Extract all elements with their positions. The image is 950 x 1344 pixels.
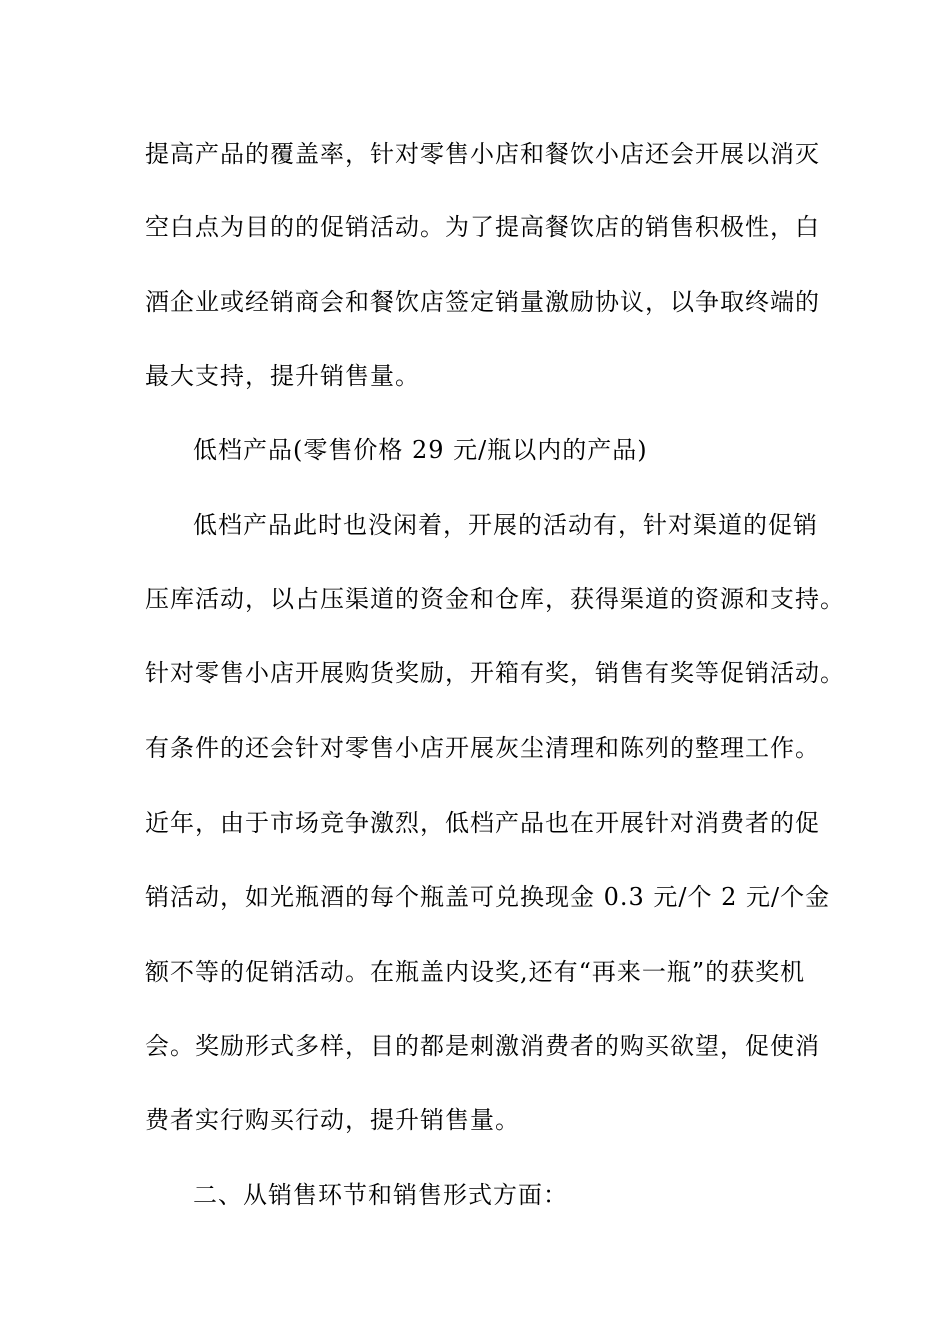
body-text-line: 有条件的还会针对零售小店开展灰尘清理和陈列的整理工作。	[145, 734, 820, 762]
body-text-line: 酒企业或经销商会和餐饮店签定销量激励协议，以争取终端的	[145, 288, 820, 316]
section-heading-low-end-products: 低档产品(零售价格 29 元/瓶以内的产品)	[193, 436, 648, 464]
body-text-line: 压库活动，以占压渠道的资金和仓库，获得渠道的资源和支持。	[145, 585, 845, 613]
body-text-line: 空白点为目的的促销活动。为了提高餐饮店的销售积极性，白	[145, 213, 820, 241]
body-text-line: 最大支持，提升销售量。	[145, 362, 420, 390]
section-heading-sales-channels: 二、从销售环节和销售形式方面：	[193, 1181, 568, 1209]
body-text-line: 针对零售小店开展购货奖励，开箱有奖，销售有奖等促销活动。	[145, 659, 845, 687]
body-text-line: 提高产品的覆盖率，针对零售小店和餐饮小店还会开展以消灭	[145, 140, 820, 168]
body-text-line: 近年，由于市场竞争激烈，低档产品也在开展针对消费者的促	[145, 809, 820, 837]
paragraph-first-line: 低档产品此时也没闲着，开展的活动有，针对渠道的促销	[193, 511, 818, 539]
body-text-line: 额不等的促销活动。在瓶盖内设奖,还有“再来一瓶”的获奖机	[145, 958, 806, 986]
body-text-line: 销活动，如光瓶酒的每个瓶盖可兑换现金 0.3 元/个 2 元/个金	[145, 883, 831, 911]
body-text-line: 费者实行购买行动，提升销售量。	[145, 1106, 520, 1134]
body-text-line: 会。奖励形式多样，目的都是刺激消费者的购买欲望，促使消	[145, 1032, 820, 1060]
